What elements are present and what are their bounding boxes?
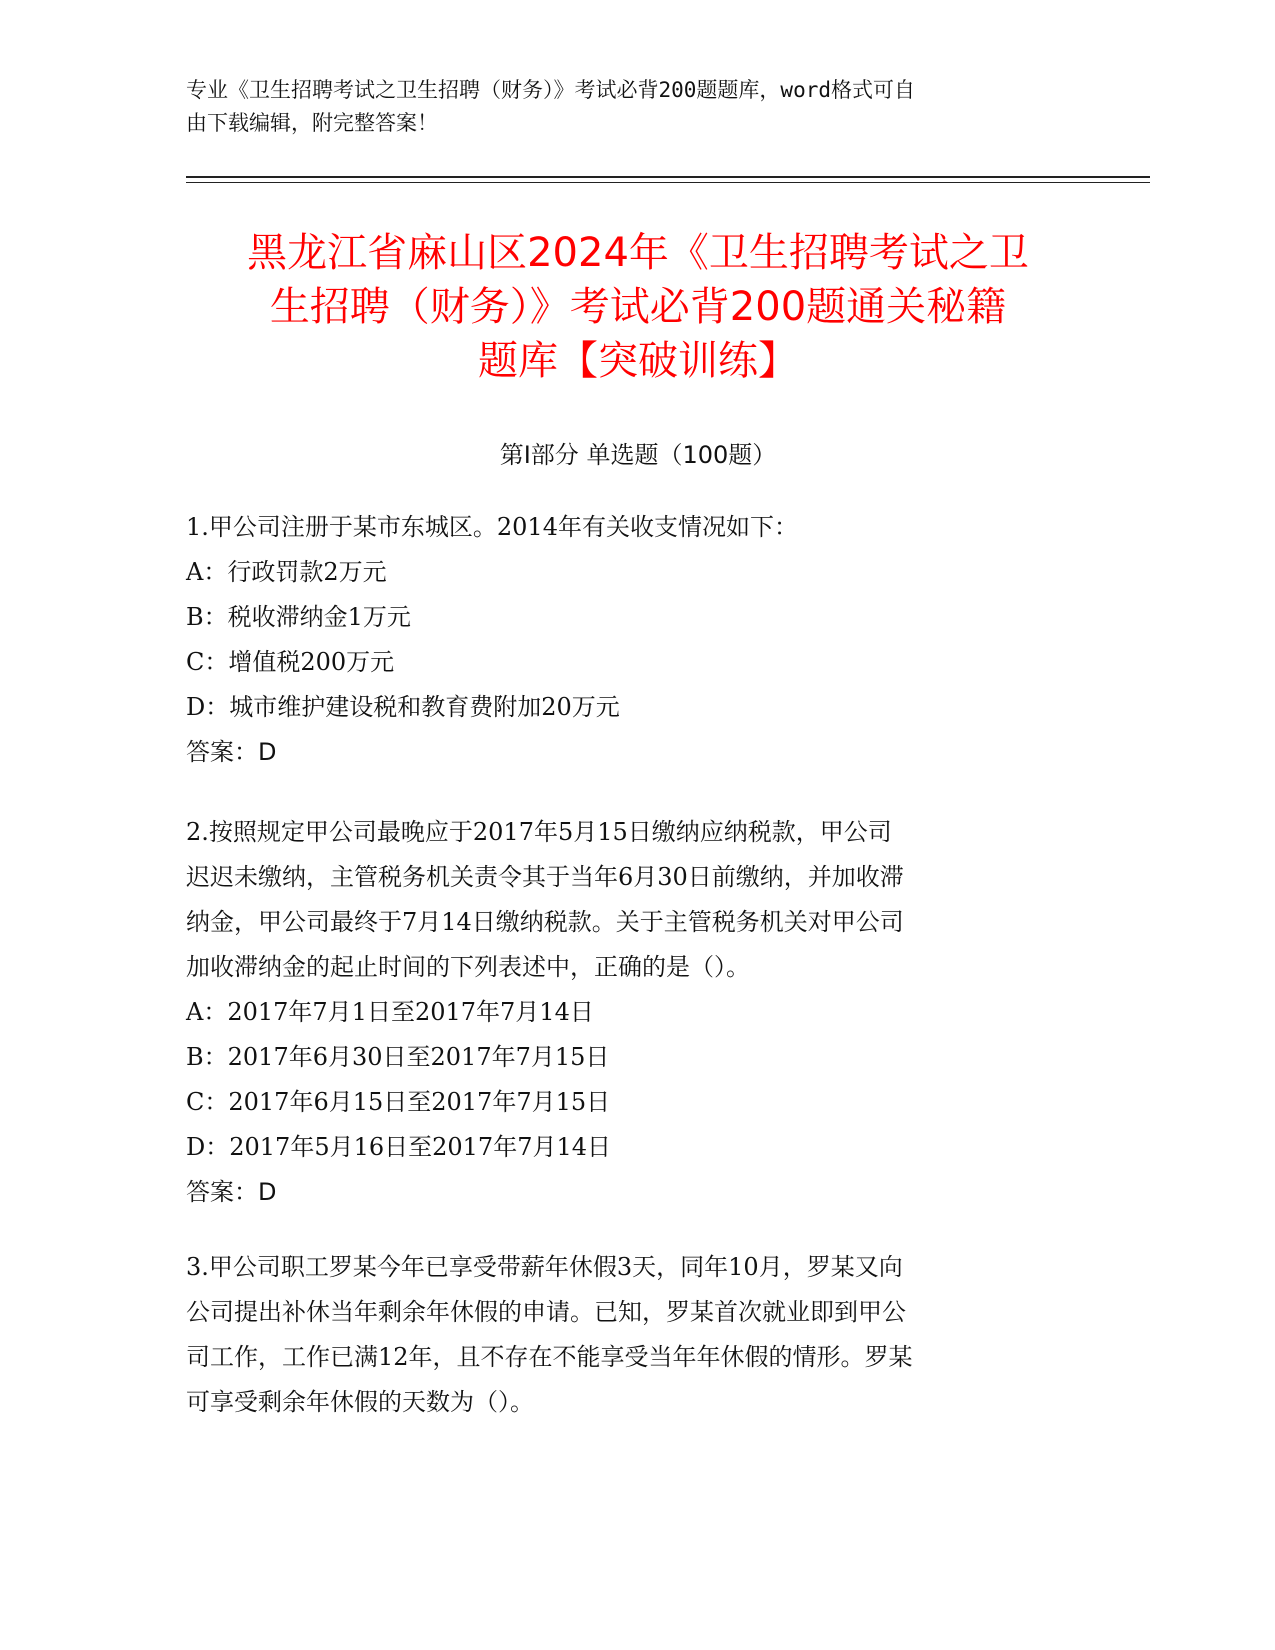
question-stem: 1.甲公司注册于某市东城区。2014年有关收支情况如下： <box>186 513 798 541</box>
question-stem: 加收滞纳金的起止时间的下列表述中，正确的是（）。 <box>186 953 750 981</box>
option-a: A：行政罚款2万元 <box>186 558 387 586</box>
question-stem: 公司提出补休当年剩余年休假的申请。已知，罗某首次就业即到甲公 <box>186 1298 906 1326</box>
header-note-line: 由下载编辑，附完整答案！ <box>186 111 438 135</box>
question-3 <box>186 1245 1086 1425</box>
header-divider-thin <box>186 182 1150 183</box>
question-1 <box>186 505 1086 775</box>
option-d: D：2017年5月16日至2017年7月14日 <box>186 1133 612 1161</box>
option-c: C：2017年6月15日至2017年7月15日 <box>186 1088 611 1116</box>
option-b: B：2017年6月30日至2017年7月15日 <box>186 1043 610 1071</box>
header-divider <box>186 176 1150 178</box>
title-line: 题库【突破训练】 <box>478 338 798 384</box>
option-c: C：增值税200万元 <box>186 648 395 676</box>
title-line: 生招聘（财务）》考试必背200题通关秘籍 <box>269 284 1007 330</box>
question-stem: 纳金，甲公司最终于7月14日缴纳税款。关于主管税务机关对甲公司 <box>186 908 904 936</box>
section-title: 第Ⅰ部分 单选题（100题） <box>499 441 777 469</box>
question-2 <box>186 810 1086 1215</box>
header-note-line: 专业《卫生招聘考试之卫生招聘（财务）》考试必背200题题库，word格式可自 <box>186 78 915 102</box>
question-stem: 迟迟未缴纳，主管税务机关责令其于当年6月30日前缴纳，并加收滞 <box>186 863 904 891</box>
question-stem: 3.甲公司职工罗某今年已享受带薪年休假3天，同年10月，罗某又向 <box>186 1253 903 1281</box>
option-a: A：2017年7月1日至2017年7月14日 <box>186 998 594 1026</box>
document-title <box>186 226 1090 388</box>
option-b: B：税收滞纳金1万元 <box>186 603 411 631</box>
question-stem: 司工作，工作已满12年，且不存在不能享受当年年休假的情形。罗某 <box>186 1343 913 1371</box>
question-stem: 可享受剩余年休假的天数为（）。 <box>186 1388 534 1416</box>
option-d: D：城市维护建设税和教育费附加20万元 <box>186 693 620 721</box>
answer: 答案：D <box>186 1178 277 1206</box>
answer: 答案：D <box>186 738 277 766</box>
question-stem: 2.按照规定甲公司最晚应于2017年5月15日缴纳应纳税款，甲公司 <box>186 818 892 846</box>
title-line: 黑龙江省麻山区2024年《卫生招聘考试之卫 <box>247 230 1029 276</box>
header-note <box>186 74 1086 140</box>
